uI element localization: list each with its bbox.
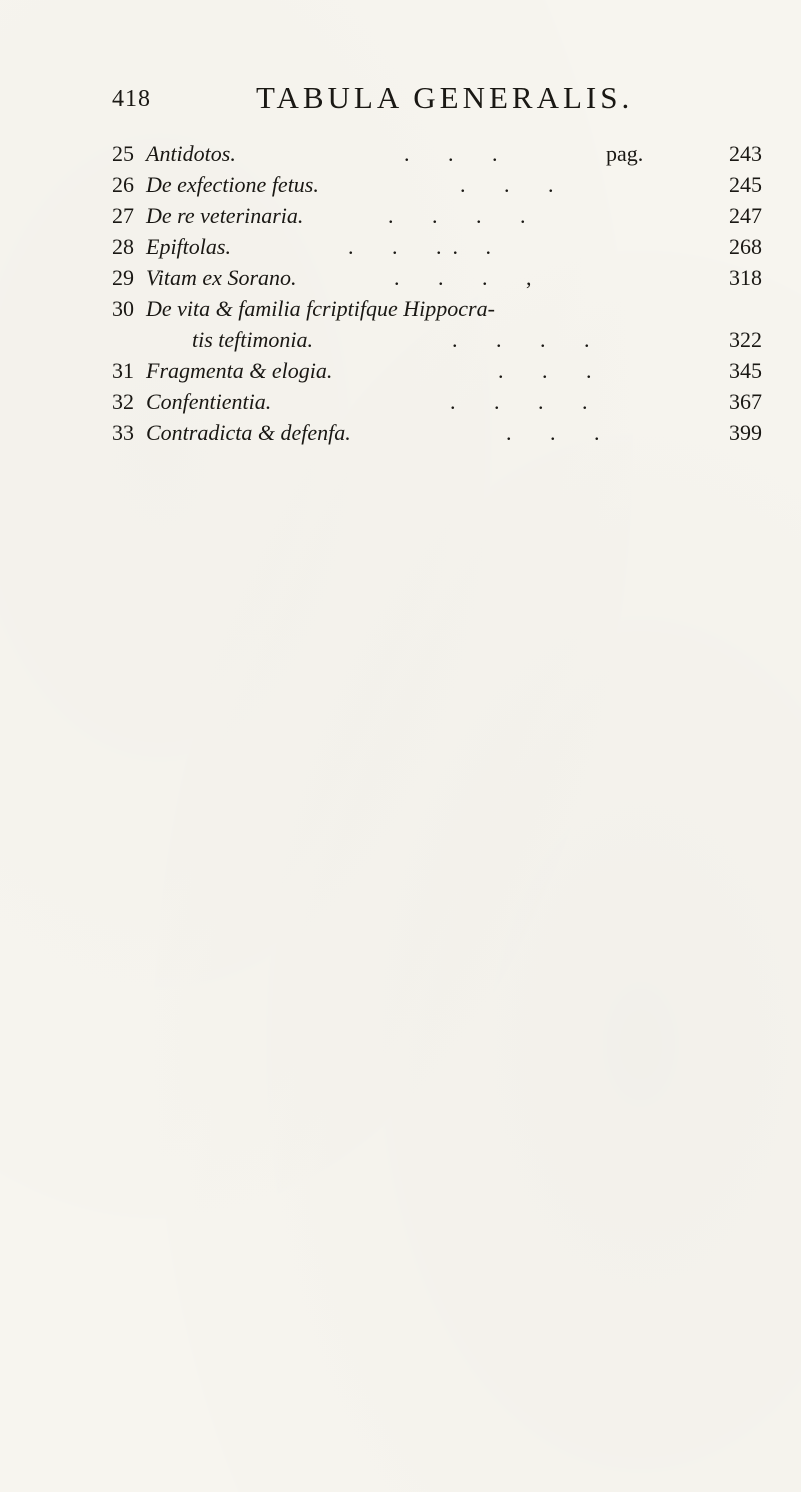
entry-page: 245 [729,172,762,197]
entry-title: Vitam ex Sorano. [146,265,297,290]
leader-dots: . . . [506,420,600,445]
toc-entry [112,169,772,200]
leader-dots: . . . , [394,265,532,290]
entry-title: Contradicta & defenfa. [146,420,351,445]
entry-number: 33 [112,420,134,445]
entry-number: 25 [112,141,134,166]
entry-title: Epiftolas. [146,234,231,259]
leader-dots: . . . [404,141,498,166]
entry-page: 243 [729,141,762,166]
entry-title: Fragmenta & elogia. [146,358,333,383]
leader-dots: . . . . [452,327,590,352]
leader-dots: . . . . [450,389,588,414]
toc-entry [112,138,772,169]
entry-number: 30 [112,296,134,321]
entry-title: De re veterinaria. [146,203,304,228]
entry-number: 29 [112,265,134,290]
toc-entry [112,200,772,231]
toc-entry [112,386,772,417]
entry-number: 31 [112,358,134,383]
page-number: 418 [112,86,151,112]
leader-dots: . . . . . [348,234,491,259]
entry-page: 268 [729,234,762,259]
leader-dots: . . . [460,172,554,197]
toc-entry-continuation [112,324,772,355]
entry-title: Antidotos. [146,141,236,166]
entry-title: De vita & familia fcriptifque Hippocra- [146,296,495,321]
entry-number: 27 [112,203,134,228]
toc-entry [112,262,772,293]
leader-dots: . . . . [388,203,526,228]
entry-page: 367 [729,389,762,414]
page-header [112,80,692,120]
entry-page: 345 [729,358,762,383]
entry-page: 399 [729,420,762,445]
entry-title: Confentientia. [146,389,272,414]
pag-label: pag. [606,141,644,166]
entry-title: De exfectione fetus. [146,172,319,197]
table-of-contents [112,138,772,448]
entry-number: 32 [112,389,134,414]
entry-number: 26 [112,172,134,197]
toc-entry [112,417,772,448]
toc-entry [112,355,772,386]
entry-page: 247 [729,203,762,228]
running-title: TABULA GENERALIS. [256,80,634,115]
entry-number: 28 [112,234,134,259]
leader-dots: . . . [498,358,592,383]
toc-entry [112,231,772,262]
entry-page: 322 [729,327,762,352]
entry-title-continuation: tis teftimonia. [192,327,313,352]
entry-page: 318 [729,265,762,290]
toc-entry [112,293,772,324]
